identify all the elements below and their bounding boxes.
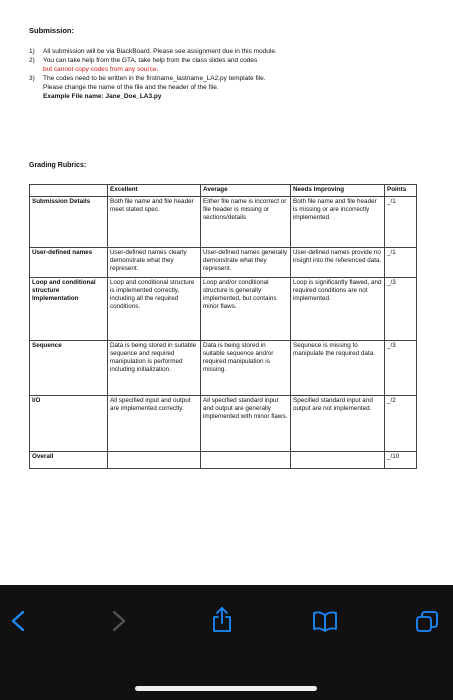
average-cell: Either file name is incorrect or file header is missing or sections/details (201, 197, 291, 248)
header-points: Points (385, 185, 417, 197)
excellent-cell (108, 452, 201, 469)
needs-improving-cell: Specified standard input and output are not implemented. (291, 396, 385, 452)
rubric-table (29, 184, 417, 469)
instruction-item: 2) You can take help from the GTA, take help from the class slides and codes but cannot copy codes from any source. (29, 56, 429, 74)
header-blank (30, 185, 108, 197)
table-row (30, 396, 417, 452)
example-filename: Example File name: Jane_Doe_LA3.py (43, 93, 162, 100)
instruction-text: All submission will be via BlackBoard. Please see assignment due in this module. (43, 48, 277, 55)
points-cell: _/3 (385, 278, 417, 341)
home-indicator[interactable] (135, 686, 317, 691)
table-row-overall (30, 452, 417, 469)
excellent-cell: All specified input and output are implemented correctly. (108, 396, 201, 452)
back-icon[interactable] (8, 609, 30, 638)
instruction-text: The codes need to be written in the firstname_lastname_LA2.py template file. (43, 75, 266, 82)
table-row (30, 197, 417, 248)
average-cell: All specified standard input and output are generally implemented with minor flaws. (201, 396, 291, 452)
needs-improving-cell: User-defined names provide no insight into the referenced data. (291, 248, 385, 278)
excellent-cell: Data is being stored in suitable sequence and required manipulation is performed including initialization. (108, 341, 201, 396)
average-cell (201, 452, 291, 469)
bookmarks-icon[interactable] (311, 609, 339, 638)
excellent-cell: Loop and conditional structure is implemented correctly, including all the required conditions. (108, 278, 201, 341)
points-cell: _/2 (385, 396, 417, 452)
table-row (30, 248, 417, 278)
points-cell: _/1 (385, 197, 417, 248)
excellent-cell: User-defined names clearly demonstrate what they represent. (108, 248, 201, 278)
header-needs-improving: Needs Improving (291, 185, 385, 197)
instruction-item: 1) All submission will be via BlackBoard. Please see assignment due in this module. (29, 48, 277, 55)
needs-improving-cell (291, 452, 385, 469)
instruction-subtext: Please change the name of the file and the header of the file. (43, 84, 219, 91)
needs-improving-cell: Loop is significantly flawed, and required conditions are not implemented. (291, 278, 385, 341)
instruction-warning: but cannot copy codes from any source. (43, 66, 159, 73)
header-excellent: Excellent (108, 185, 201, 197)
submission-heading: Submission: (29, 26, 75, 35)
average-cell: Data is being stored in suitable sequence and/or required manipulation is missing. (201, 341, 291, 396)
criterion-cell: Sequence (30, 341, 108, 396)
needs-improving-cell: Sequnece is missing to manipulate the required data. (291, 341, 385, 396)
points-cell: _/1 (385, 248, 417, 278)
instruction-text: You can take help from the GTA, take help from the class slides and codes (43, 57, 258, 64)
average-cell: User-defined names generally demonstrate what they represent. (201, 248, 291, 278)
points-cell: _/3 (385, 341, 417, 396)
points-cell: _/10 (385, 452, 417, 469)
browser-toolbar (0, 585, 453, 700)
criterion-cell: Loop and conditional structure Implementation (30, 278, 108, 341)
criterion-cell: I/O (30, 396, 108, 452)
forward-icon (108, 609, 130, 638)
instruction-list (29, 47, 429, 101)
needs-improving-cell: Both file name and file header is missing or are incorrectly implemented. (291, 197, 385, 248)
criterion-cell: Submission Details (30, 197, 108, 248)
excellent-cell: Both file name and file header meet stated spec. (108, 197, 201, 248)
table-row (30, 341, 417, 396)
share-icon[interactable] (210, 606, 234, 639)
tabs-icon[interactable] (414, 609, 440, 640)
criterion-cell: User-defined names (30, 248, 108, 278)
table-row (30, 278, 417, 341)
criterion-cell: Overall (30, 452, 108, 469)
header-average: Average (201, 185, 291, 197)
instruction-item: 3) The codes need to be written in the firstname_lastname_LA2.py template file. Please change the name of the file and the header of the file. Example File name: Jane_Doe_LA3.py (29, 74, 429, 101)
average-cell: Loop and/or conditional structure is generally implemented, but contains minor flaws. (201, 278, 291, 341)
rubric-header-row (30, 185, 417, 197)
rubric-title: Grading Rubrics: (29, 162, 87, 169)
